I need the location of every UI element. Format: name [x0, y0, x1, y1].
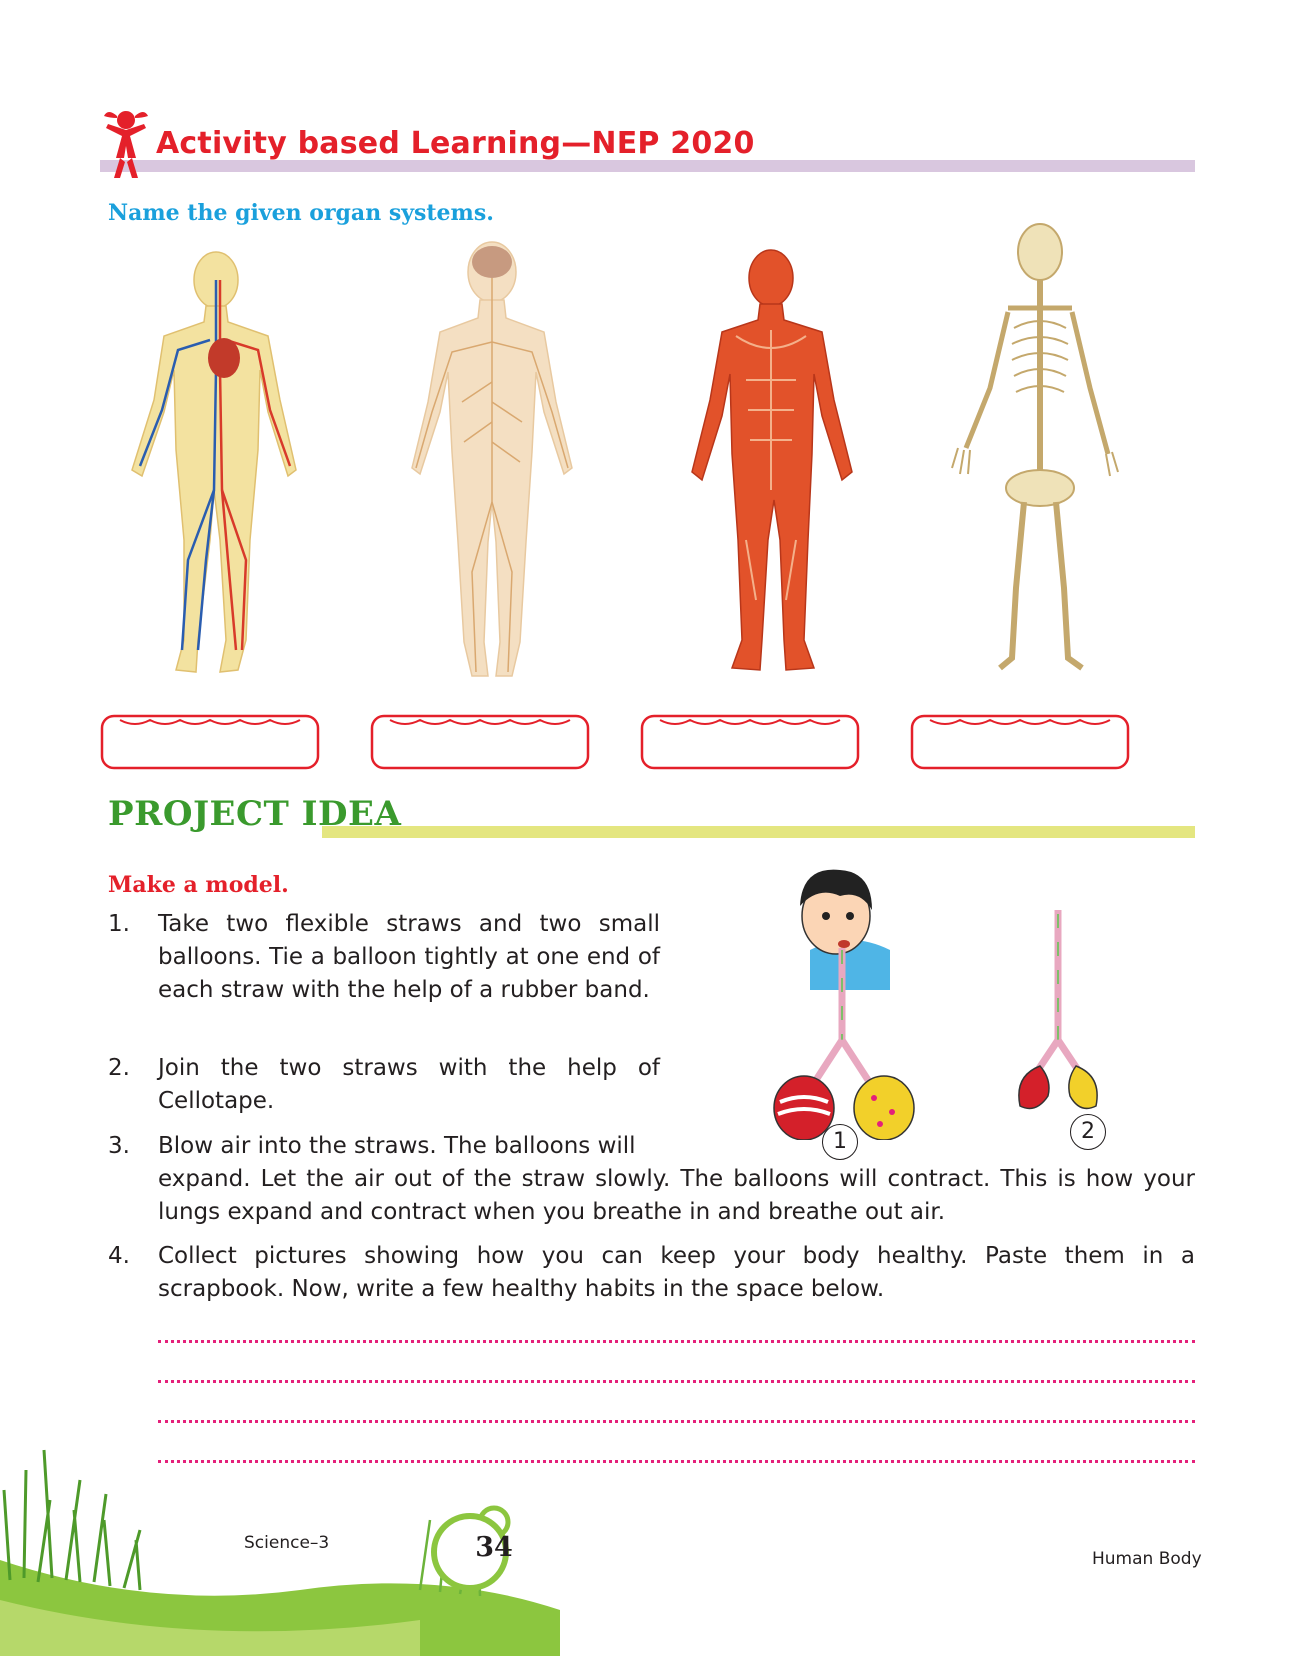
- step-text: Take two flexible straws and two small balloons. Tie a balloon tightly at one end of each straw with the help of a rubber band.: [158, 911, 660, 1003]
- deflated-lung-model-illustration: [990, 900, 1140, 1120]
- project-idea-bar: [322, 826, 1195, 838]
- muscular-system-figure: [676, 240, 866, 690]
- activity-question: Name the given organ systems.: [108, 200, 494, 226]
- model-label-1: 1: [822, 1124, 858, 1160]
- footer-chapter-title: Human Body: [1092, 1549, 1202, 1569]
- project-idea-title: PROJECT IDEA: [108, 794, 402, 834]
- answer-box-muscular[interactable]: [640, 714, 860, 770]
- answer-box-skeletal[interactable]: [910, 714, 1130, 770]
- skeletal-system-figure: [938, 218, 1138, 688]
- writing-line-2[interactable]: [158, 1380, 1195, 1383]
- step-text: Join the two straws with the help of Cellotape.: [158, 1055, 660, 1114]
- footer-book-title: Science–3: [244, 1533, 330, 1553]
- step-number: 4.: [108, 1243, 130, 1269]
- circulatory-system-figure: [118, 240, 318, 690]
- step-text-continued: expand. Let the air out of the straw slowly. The balloons will contract. This is how your lungs expand and contract when you breathe in and breathe out air.: [158, 1166, 1195, 1225]
- activity-title: Activity based Learning—NEP 2020: [156, 126, 755, 161]
- project-subtitle: Make a model.: [108, 872, 289, 898]
- model-label-2: 2: [1070, 1114, 1106, 1150]
- nervous-system-figure: [392, 232, 592, 692]
- girl-mascot-icon: [100, 106, 152, 180]
- step-number: 3.: [108, 1133, 130, 1159]
- writing-line-1[interactable]: [158, 1340, 1195, 1343]
- step-number: 2.: [108, 1055, 130, 1081]
- step-number: 1.: [108, 911, 130, 937]
- step-text-first-line: Blow air into the straws. The balloons will: [158, 1133, 636, 1159]
- activity-header-bar: [100, 160, 1195, 172]
- step-text: Collect pictures showing how you can keep your body healthy. Paste them in a scrapbook. Now, write a few healthy habits in the space below.: [158, 1243, 1195, 1302]
- activity-header: [100, 100, 1195, 180]
- answer-box-circulatory[interactable]: [100, 714, 320, 770]
- boy-lung-model-illustration: [760, 840, 940, 1140]
- project-idea-header: [108, 792, 1195, 842]
- page-number: 34: [475, 1532, 513, 1563]
- answer-box-nervous[interactable]: [370, 714, 590, 770]
